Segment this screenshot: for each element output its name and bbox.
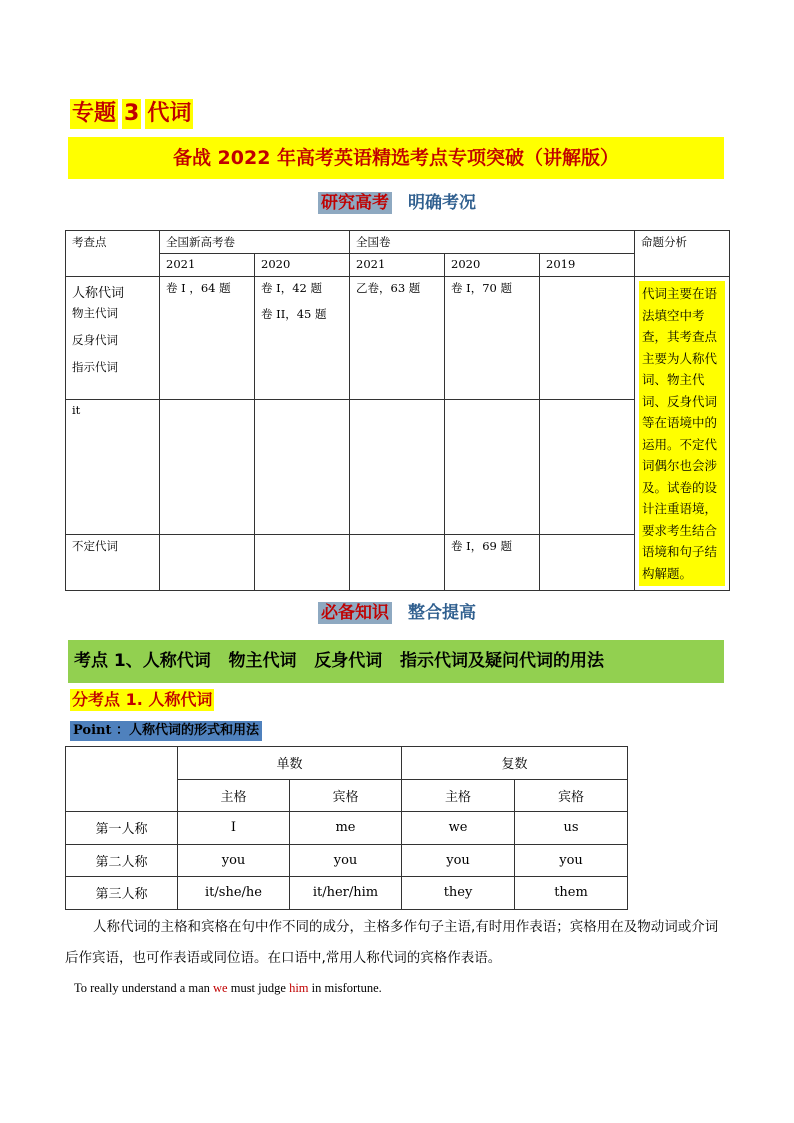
example-highlight-him: him xyxy=(289,981,309,995)
section-heading-research xyxy=(0,188,794,213)
pronoun-cell: they xyxy=(402,877,515,910)
section-heading-highlight: 研究高考 xyxy=(318,192,392,214)
exam-cell xyxy=(160,535,255,591)
exam-cell xyxy=(255,400,350,535)
example-text: in misfortune. xyxy=(308,981,382,995)
category-personal: 人称代词 xyxy=(72,286,125,301)
exam-cell xyxy=(540,277,635,400)
table-corner xyxy=(66,747,178,812)
header-topic: 考查点 xyxy=(66,231,160,277)
example-highlight-we: we xyxy=(213,981,228,995)
section-heading-knowledge xyxy=(0,598,794,623)
example-sentence xyxy=(74,981,382,996)
exam-cell xyxy=(350,400,445,535)
banner-heading: 备战 2022 年高考英语精选考点专项突破（讲解版） xyxy=(68,137,724,179)
year-cell: 2020 xyxy=(255,254,350,277)
exam-cell: 卷 I，70 题 xyxy=(445,277,540,400)
exam-analysis-table xyxy=(65,230,730,591)
exam-cell xyxy=(540,535,635,591)
pronoun-cell: I xyxy=(178,812,290,845)
title-part-subject: 代词 xyxy=(145,99,193,129)
person-label: 第三人称 xyxy=(66,877,178,910)
category-list xyxy=(66,277,160,400)
exam-cell xyxy=(255,277,350,400)
explanation-paragraph: 人称代词的主格和宾格在句中作不同的成分，主格多作句子主语,有时用作表语；宾格用在及物动词或介词后作宾语，也可作表语或同位语。在口语中,常用人称代词的宾格作表语。 xyxy=(65,919,719,966)
header-subject: 主格 xyxy=(402,779,515,812)
year-cell: 2019 xyxy=(540,254,635,277)
category-it: it xyxy=(66,400,160,535)
section-heading-highlight: 必备知识 xyxy=(318,602,392,624)
year-cell: 2020 xyxy=(445,254,540,277)
category-reflexive: 反身代词 xyxy=(72,333,118,347)
page-title xyxy=(70,99,193,129)
exam-cell xyxy=(160,400,255,535)
pronoun-cell: them xyxy=(515,877,628,910)
analysis-text: 代词主要在语法填空中考查，其考查点主要为人称代词、物主代词、反身代词等在语境中的运用。不定代词偶尔也会涉及。试卷的设计注重语境，要求考生结合语境和句子结构解题。 xyxy=(639,281,725,586)
table-row xyxy=(66,812,628,845)
example-text: must judge xyxy=(227,981,290,995)
header-subject: 主格 xyxy=(178,779,290,812)
pronoun-form-table xyxy=(65,746,628,910)
year-cell: 2021 xyxy=(350,254,445,277)
exam-cell: 卷 I ，64 题 xyxy=(160,277,255,400)
year-cell: 2021 xyxy=(160,254,255,277)
point-heading-bar: 考点 1、人称代词 物主代词 反身代词 指示代词及疑问代词的用法 xyxy=(68,640,724,683)
pronoun-cell: me xyxy=(290,812,402,845)
pronoun-cell: it/her/him xyxy=(290,877,402,910)
header-object: 宾格 xyxy=(290,779,402,812)
title-part-topic: 专题 xyxy=(70,99,118,129)
table-row xyxy=(66,877,628,910)
person-label: 第二人称 xyxy=(66,844,178,877)
pronoun-cell: you xyxy=(178,844,290,877)
exam-cell: 乙卷，63 题 xyxy=(350,277,445,400)
pronoun-cell: you xyxy=(290,844,402,877)
exam-cell-line: 卷 I，42 题 xyxy=(261,281,322,295)
section-heading-text: 整合提高 xyxy=(408,603,476,623)
example-text: To really understand a man xyxy=(74,981,214,995)
header-singular: 单数 xyxy=(178,747,402,780)
pronoun-cell: you xyxy=(515,844,628,877)
analysis-cell xyxy=(635,277,730,591)
category-indefinite: 不定代词 xyxy=(66,535,160,591)
header-analysis: 命题分析 xyxy=(635,231,730,277)
exam-cell xyxy=(255,535,350,591)
exam-cell xyxy=(350,535,445,591)
table-row xyxy=(66,844,628,877)
pronoun-cell: we xyxy=(402,812,515,845)
section-heading-text: 明确考况 xyxy=(408,193,476,213)
category-possessive: 物主代词 xyxy=(72,306,118,320)
header-national: 全国卷 xyxy=(350,231,635,254)
category-demonstrative: 指示代词 xyxy=(72,360,118,374)
pronoun-cell: us xyxy=(515,812,628,845)
exam-cell: 卷 I，69 题 xyxy=(445,535,540,591)
exam-cell xyxy=(540,400,635,535)
exam-cell-line: 卷 II，45 题 xyxy=(261,307,327,321)
point-label: Point ：人称代词的形式和用法 xyxy=(70,721,262,741)
header-plural: 复数 xyxy=(402,747,628,780)
header-object: 宾格 xyxy=(515,779,628,812)
title-part-number: 3 xyxy=(122,99,141,129)
exam-cell xyxy=(445,400,540,535)
subpoint-heading: 分考点 1. 人称代词 xyxy=(72,690,213,709)
pronoun-cell: it/she/he xyxy=(178,877,290,910)
pronoun-cell: you xyxy=(402,844,515,877)
person-label: 第一人称 xyxy=(66,812,178,845)
header-new-national: 全国新高考卷 xyxy=(160,231,350,254)
